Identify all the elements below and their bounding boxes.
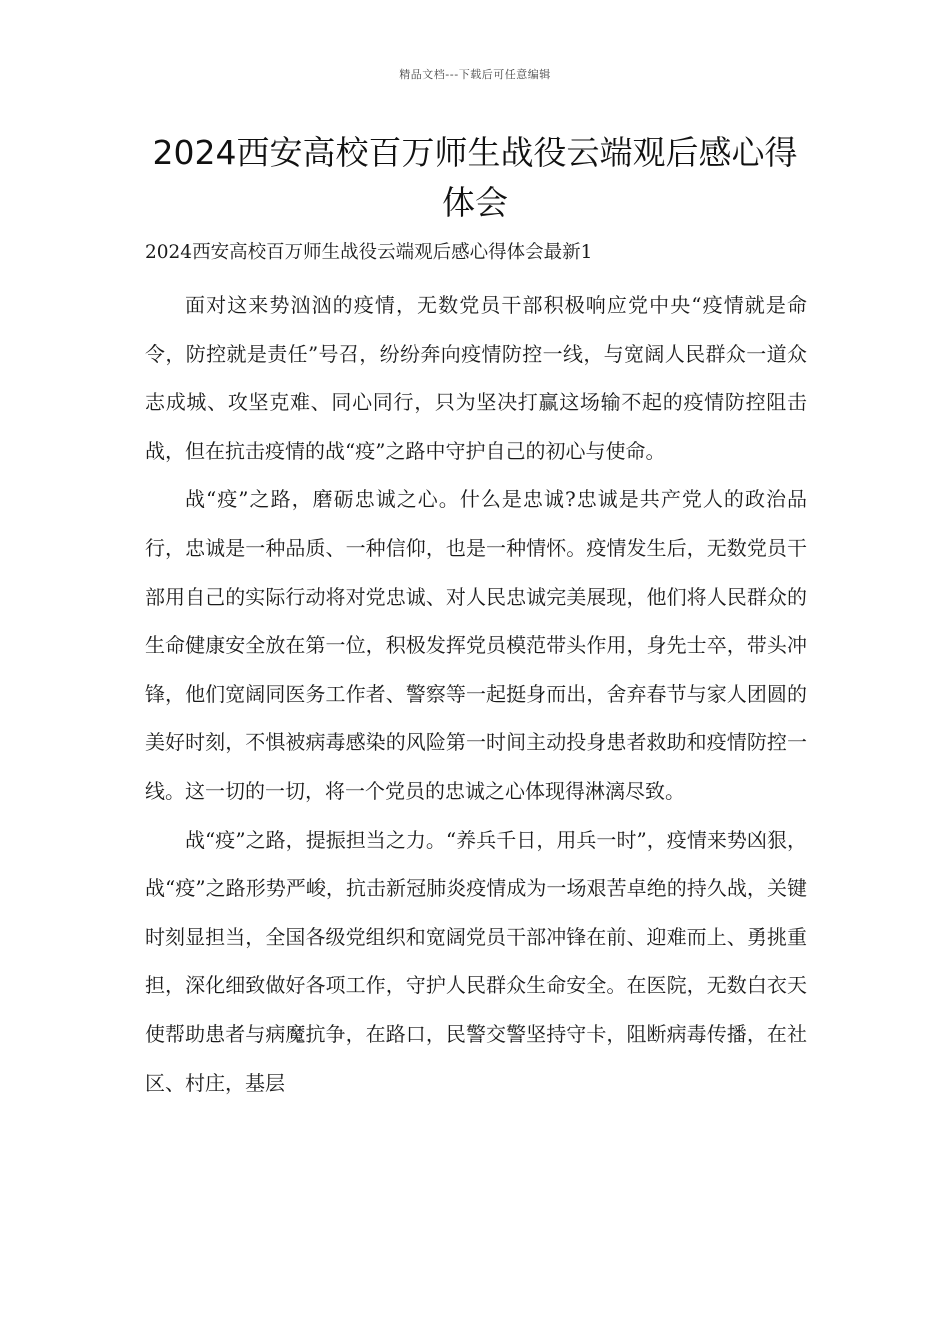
document-subtitle: 2024西安高校百万师生战役云端观后感心得体会最新1 [145, 242, 593, 263]
paragraph-3: 战“疫”之路，提振担当之力。“养兵千日，用兵一时”，疫情来势凶狠，战“疫”之路形势严峻，抗击新冠肺炎疫情成为一场艰苦卓绝的持久战，关键时刻显担当，全国各级党组织和宽阔党员干部冲锋在前、迎难而上、勇挑重担，深化细致做好各项工作，守护人民群众生命安全。在医院，无数白衣天使帮助患者与病魔抗争，在路口，民警交警坚持守卡，阻断病毒传播，在社区、村庄，基层 [145, 827, 807, 1095]
paragraph-2: 战“疫”之路，磨砺忠诚之心。什么是忠诚?忠诚是共产党人的政治品行，忠诚是一种品质、一种信仰，也是一种情怀。疫情发生后，无数党员干部用自己的实际行动将对党忠诚、对人民忠诚完美展现，他们将人民群众的生命健康安全放在第一位，积极发挥党员模范带头作用，身先士卒，带头冲锋，他们宽阔同医务工作者、警察等一起挺身而出，舍弃春节与家人团圆的美好时刻，不惧被病毒感染的风险第一时间主动投身患者救助和疫情防控一线。这一切的一切，将一个党员的忠诚之心体现得淋漓尽致。 [145, 487, 807, 803]
paragraph-1: 面对这来势汹汹的疫情，无数党员干部积极响应党中央“疫情就是命令，防控就是责任”号召，纷纷奔向疫情防控一线，与宽阔人民群众一道众志成城、攻坚克难、同心同行，只为坚决打赢这场输不起的疫情防控阻击战，但在抗击疫情的战“疫”之路中守护自己的初心与使命。 [145, 293, 807, 463]
page-header-watermark: 精品文档---下载后可任意编辑 [399, 68, 551, 81]
document-body [145, 281, 807, 1107]
document-title: 2024西安高校百万师生战役云端观后感心得体会 [152, 133, 798, 222]
